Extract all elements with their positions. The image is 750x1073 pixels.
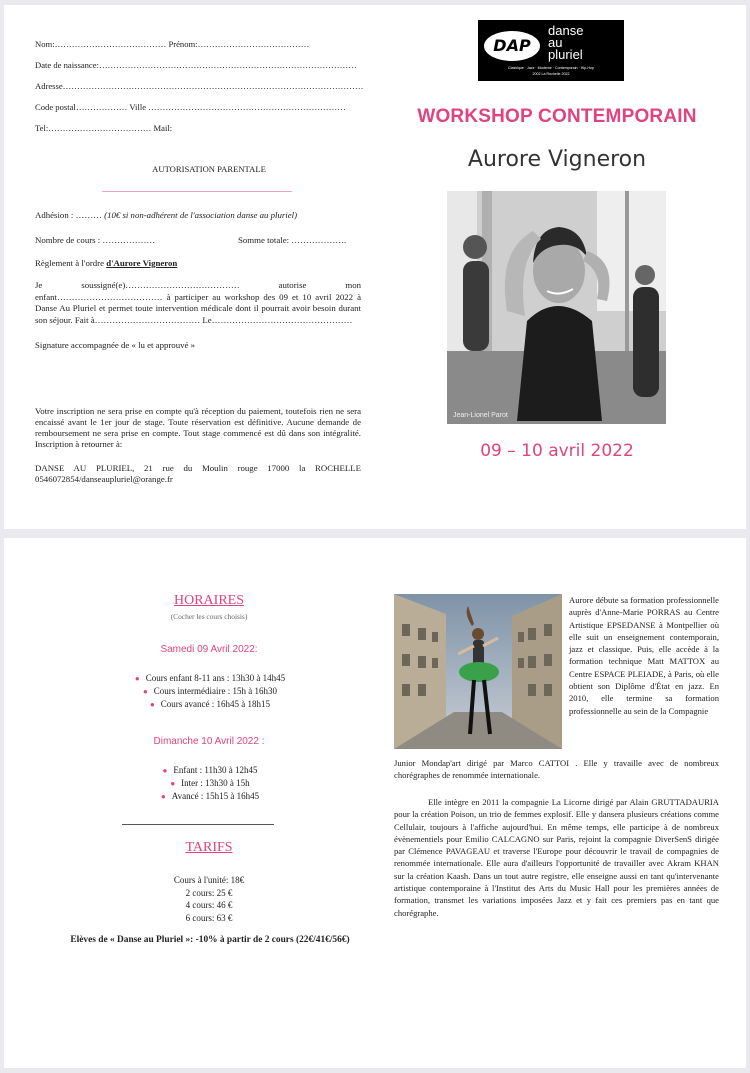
workshop-title: WORKSHOP CONTEMPORAIN <box>417 106 697 127</box>
course-option-label: Cours enfant 8-11 ans : 13h30 à 14h45 <box>145 673 286 683</box>
course-option-label: Inter : 13h30 à 15h <box>181 778 250 789</box>
divider <box>102 191 292 192</box>
parental-title: AUTORISATION PARENTALE <box>152 164 266 174</box>
schedule-subtitle: (Cocher les cours choisis) <box>170 612 248 621</box>
course-option[interactable] <box>94 685 326 698</box>
bio-paragraph-continued: Junior Mondap'art dirigé par Marco CATTOI . Elle y travaille avec de nombreux chorégraphes de renommée internationale. <box>394 758 719 781</box>
day1-course-list <box>94 672 326 712</box>
conditions-text: Votre inscription ne sera prise en compte qu'à réception du paiement, toutefois rien ne sera encaissé avant le 1er jour de stage. Toute réservation est définitive. Aucune demande de remboursement ne sera prise en compte. Tout stage commencé est dû dans son intégralité. Inscription à retourner à: <box>35 406 361 449</box>
courses-count-line[interactable]: Nombre de cours : ……………… <box>35 235 156 245</box>
info-page <box>4 538 746 1068</box>
photo-credit: Jean-Lionel Parot <box>453 412 508 419</box>
day1-heading: Samedi 09 Avril 2022: <box>160 644 258 655</box>
logo-tagline: Classique · Jazz · Moderne · Contemporain · Hip-Hop <box>508 66 594 70</box>
payment-line <box>35 258 177 270</box>
pricing-list <box>104 874 314 924</box>
artist-name: Aurore Vigneron <box>467 147 647 172</box>
adhesion-note: (10€ si non-adhérent de l'association danse au pluriel) <box>104 210 298 220</box>
address-field-line[interactable]: Adresse…………………………………………………………………………………………… <box>35 81 364 91</box>
course-option-label: Enfant : 11h30 à 12h45 <box>173 765 258 775</box>
bullet-icon: ● <box>170 779 176 789</box>
payment-name: d'Aurore Vigneron <box>106 258 178 268</box>
course-option-label: Cours intermédiaire : 15h à 16h30 <box>153 686 278 697</box>
course-option-label: Avancé : 15h15 à 16h45 <box>171 791 260 802</box>
bullet-icon: ● <box>162 766 168 775</box>
adhesion-label: Adhésion : ……… <box>35 210 105 220</box>
dancer-photo-art <box>447 191 666 424</box>
price-item: 4 cours: 46 € <box>185 900 233 910</box>
pricing-title: TARIFS <box>185 840 233 855</box>
course-option[interactable] <box>94 790 326 803</box>
dob-field-line[interactable]: Date de naissance:……………………………………………………………………………… <box>35 60 357 70</box>
bullet-icon: ● <box>134 674 140 683</box>
dancer-photo <box>447 191 666 424</box>
bio-paragraph-career: Elle intègre en 2011 la compagnie La Licorne dirigé par Alain GRUTTADAURIA pour la création Poison, un trio de femmes explosif. Elle y dansera plusieurs créations comme Cellulair, toujours à l'affiche aujourd'hui. En même temps, elle participe à de nombreux évènementiels pour Emilio CALCAGNO sur Paris, rejoint la compagnie DiverSenS dirigée par Clémence PAVAGEAU et traverse l'Europe pour découvrir le travail de compagnies de renommée internationale. Elle aura d'ailleurs l'opportunité de travailler avec Akram KHAN sur la création Kaash. Dans un tout autre registre, elle enseigne aussi en tant qu'intervenante artistique contemporaine à l'Institut des Arts du Music Hall pour les premières années de formation, transmet les variations imposées Jazz et y fait ces premiers pas en tant que chorégraphe. <box>394 797 719 918</box>
price-item: 6 cours: 63 € <box>185 912 233 923</box>
logo-name-line: danse <box>548 23 584 38</box>
day2-heading: Dimanche 10 Avril 2022 : <box>153 736 265 747</box>
members-discount: Elèves de « Danse au Pluriel »: -10% à partir de 2 cours (22€/41€/56€) <box>70 935 350 945</box>
course-option-label: Cours avancé : 16h45 à 18h15 <box>160 699 271 710</box>
workshop-dates: 09 – 10 avril 2022 <box>480 441 634 461</box>
course-option[interactable] <box>94 777 326 790</box>
course-option[interactable] <box>94 764 326 777</box>
bullet-icon: ● <box>142 687 148 697</box>
logo-name <box>548 25 583 61</box>
registration-page <box>4 5 746 529</box>
dance-school-logo <box>478 20 624 81</box>
price-item: Cours à l'unité: 18€ <box>173 875 245 885</box>
dancer-street-photo <box>394 594 562 749</box>
payment-label: Règlement à l'ordre <box>35 258 107 268</box>
course-option[interactable] <box>94 672 326 685</box>
return-address: DANSE AU PLURIEL, 21 rue du Moulin rouge 17000 la ROCHELLE 0546072854/danseaupluriel@orange.fr <box>35 463 361 484</box>
adhesion-line <box>35 210 375 222</box>
logo-name-line: pluriel <box>548 47 583 62</box>
name-field-line[interactable]: Nom:………………………………… Prénom:………………………………… <box>35 39 310 49</box>
postal-field-line[interactable]: Code postal……………… Ville …………………………………………………………… <box>35 102 346 112</box>
bullet-icon: ● <box>149 700 155 710</box>
bio-paragraph-side: Aurore débute sa formation professionnelle auprès d'Anne-Marie PORRAS au Centre Artistique EPSEDANSE à Montpellier où elle suit un enseignement contemporain, jazz et classique. Puis, elle accède à la formation technique Matt MATTOX au Centre ESPACE PLEIADE, à Paris, où elle obtient son Diplôme d'État en jazz. En 2010, elle termine sa formation professionnelle au sein de la Compagnie <box>569 595 719 716</box>
signature-text: Signature accompagnée de « lu et approuvé » <box>35 340 195 350</box>
bullet-icon: ● <box>160 792 166 802</box>
schedule-title: HORAIRES <box>173 593 244 608</box>
logo-subtag: 2002 La Rochelle 2022 <box>532 72 570 76</box>
price-item: 2 cours: 25 € <box>185 887 233 898</box>
course-option[interactable] <box>94 698 326 711</box>
tel-field-line[interactable]: Tel:……………………………… Mail: <box>35 123 173 133</box>
day2-course-list <box>94 764 326 804</box>
logo-name-line: au <box>548 35 563 50</box>
logo-mark: DAP <box>484 31 540 61</box>
dancer-street-photo-art <box>394 594 562 749</box>
consent-text: Je soussigné(e)………………………………… autorise mon enfant……………………………… à participer au workshop des 09 et 10 avril 2022 à Danse Au Pluriel et permet toute intervention médicale dont il pourrait avoir besoin durant son séjour. Fait à……………………………… Le………………………………………… <box>35 280 361 325</box>
divider <box>122 824 274 825</box>
total-amount-line[interactable]: Somme totale: ………………. <box>238 235 347 245</box>
